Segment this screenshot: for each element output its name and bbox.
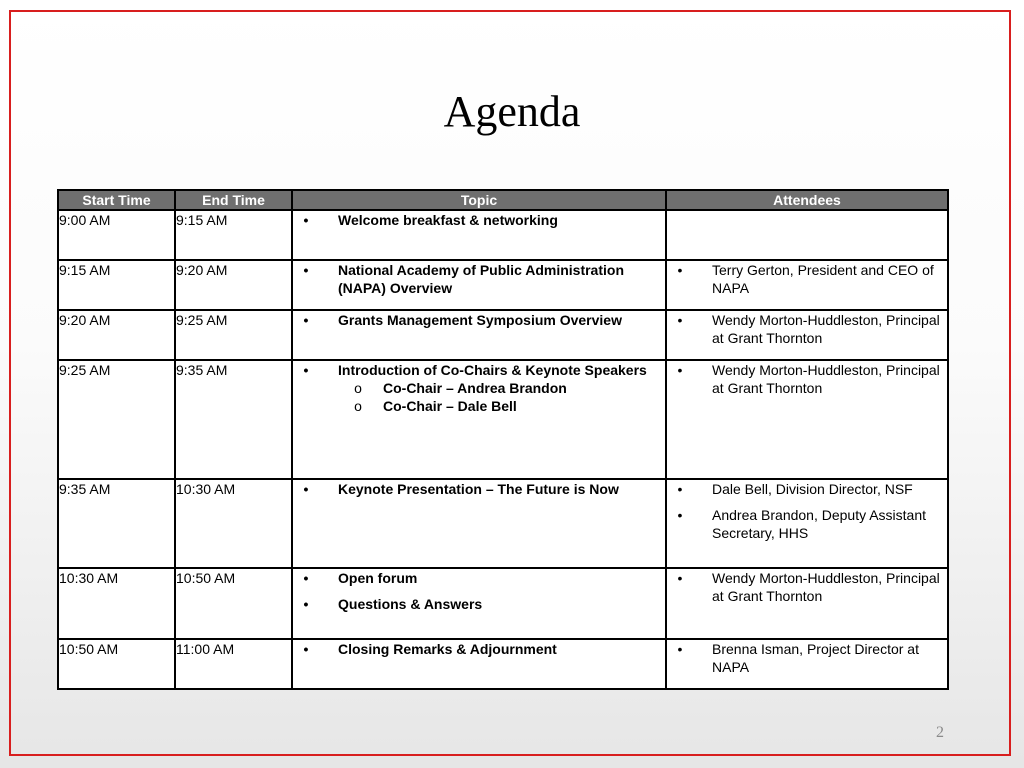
header-attendees: Attendees [666, 190, 948, 210]
start-time-cell [58, 639, 175, 689]
topic-cell [292, 360, 666, 479]
attendee-item [667, 640, 947, 676]
attendee-text: Andrea Brandon, Deputy Assistant Secretary, HHS [712, 507, 927, 541]
agenda-table [57, 189, 949, 690]
attendee-item [667, 569, 947, 605]
bullet-icon: • [303, 362, 309, 378]
header-topic: Topic [292, 190, 666, 210]
end-time: 10:50 AM [176, 570, 236, 586]
attendee-item [667, 480, 947, 498]
bullet-icon: • [677, 312, 683, 328]
table-row [58, 639, 948, 689]
end-time-cell [175, 639, 292, 689]
topic-cell [292, 479, 666, 568]
bullet-icon: • [677, 362, 683, 378]
start-time: 10:30 AM [59, 570, 119, 586]
sub-bullet-icon: o [354, 380, 362, 396]
subtopic-text: Co-Chair – Dale Bell [383, 398, 517, 414]
slide-title: Agenda [443, 87, 581, 136]
bullet-icon: • [677, 507, 683, 523]
end-time-cell [175, 479, 292, 568]
topic-item [293, 595, 665, 613]
topic-item [293, 261, 665, 297]
table-row [58, 360, 948, 479]
attendee-item [667, 361, 947, 397]
start-time-cell [58, 360, 175, 479]
topic-item [293, 211, 665, 229]
attendee-text: Wendy Morton-Huddleston, Principal at Grant Thornton [712, 570, 940, 604]
end-time: 9:35 AM [176, 362, 228, 378]
table-row [58, 568, 948, 639]
attendees-cell [666, 360, 948, 479]
start-time: 10:50 AM [59, 641, 119, 657]
topic-text: Introduction of Co-Chairs & Keynote Speakers [338, 362, 647, 378]
attendee-item [667, 261, 947, 297]
start-time-cell [58, 568, 175, 639]
attendees-cell [666, 310, 948, 360]
attendees-cell [666, 479, 948, 568]
bullet-icon: • [677, 262, 683, 278]
attendee-item [667, 311, 947, 347]
table-row [58, 310, 948, 360]
start-time: 9:25 AM [59, 362, 111, 378]
bullet-icon: • [677, 481, 683, 497]
table-row [58, 479, 948, 568]
bullet-icon: • [303, 312, 309, 328]
header-row [58, 190, 948, 210]
start-time: 9:35 AM [59, 481, 111, 497]
attendees-cell [666, 568, 948, 639]
attendees-cell [666, 260, 948, 310]
header-end-time: End Time [175, 190, 292, 210]
topic-text: Open forum [338, 570, 418, 586]
sub-bullet-icon: o [354, 398, 362, 414]
topic-cell [292, 568, 666, 639]
topic-cell [292, 210, 666, 260]
bullet-icon: • [677, 641, 683, 657]
topic-text: Welcome breakfast & networking [338, 212, 558, 228]
topic-text: National Academy of Public Administration (NAPA) Overview [338, 262, 625, 296]
start-time: 9:20 AM [59, 312, 111, 328]
end-time: 10:30 AM [176, 481, 236, 497]
bullet-icon: • [303, 641, 309, 657]
attendee-item [667, 506, 947, 542]
bullet-icon: • [677, 570, 683, 586]
end-time-cell [175, 210, 292, 260]
attendees-cell [666, 639, 948, 689]
end-time-cell [175, 568, 292, 639]
page-number: 2 [936, 724, 944, 741]
bullet-icon: • [303, 481, 309, 497]
bullet-icon: • [303, 596, 309, 612]
topic-cell [292, 639, 666, 689]
bullet-icon: • [303, 262, 309, 278]
end-time: 11:00 AM [176, 641, 235, 657]
attendee-text: Dale Bell, Division Director, NSF [712, 481, 913, 497]
start-time-cell [58, 310, 175, 360]
attendee-text: Brenna Isman, Project Director at NAPA [712, 641, 919, 675]
bullet-icon: • [303, 212, 309, 228]
start-time: 9:15 AM [59, 262, 111, 278]
topic-item [293, 640, 665, 658]
end-time-cell [175, 260, 292, 310]
topic-item [293, 569, 665, 587]
topic-cell [292, 310, 666, 360]
attendees-cell [666, 210, 948, 260]
attendee-text: Wendy Morton-Huddleston, Principal at Grant Thornton [712, 312, 940, 346]
header-start-time: Start Time [58, 190, 175, 210]
end-time-cell [175, 310, 292, 360]
topic-item [293, 480, 665, 498]
start-time-cell [58, 210, 175, 260]
topic-text: Closing Remarks & Adjournment [338, 641, 557, 657]
subtopic-text: Co-Chair – Andrea Brandon [383, 380, 567, 396]
subtopic-item [293, 397, 665, 415]
topic-text: Grants Management Symposium Overview [338, 312, 622, 328]
table-row [58, 260, 948, 310]
attendee-text: Terry Gerton, President and CEO of NAPA [712, 262, 934, 296]
start-time: 9:00 AM [59, 212, 111, 228]
start-time-cell [58, 479, 175, 568]
topic-item [293, 311, 665, 329]
end-time: 9:20 AM [176, 262, 228, 278]
attendee-text: Wendy Morton-Huddleston, Principal at Grant Thornton [712, 362, 940, 396]
end-time: 9:25 AM [176, 312, 228, 328]
topic-item [293, 361, 665, 379]
topic-text: Keynote Presentation – The Future is Now [338, 481, 619, 497]
topic-cell [292, 260, 666, 310]
table-row [58, 210, 948, 260]
topic-text: Questions & Answers [338, 596, 483, 612]
end-time: 9:15 AM [176, 212, 228, 228]
subtopic-item [293, 379, 665, 397]
start-time-cell [58, 260, 175, 310]
bullet-icon: • [303, 570, 309, 586]
end-time-cell [175, 360, 292, 479]
